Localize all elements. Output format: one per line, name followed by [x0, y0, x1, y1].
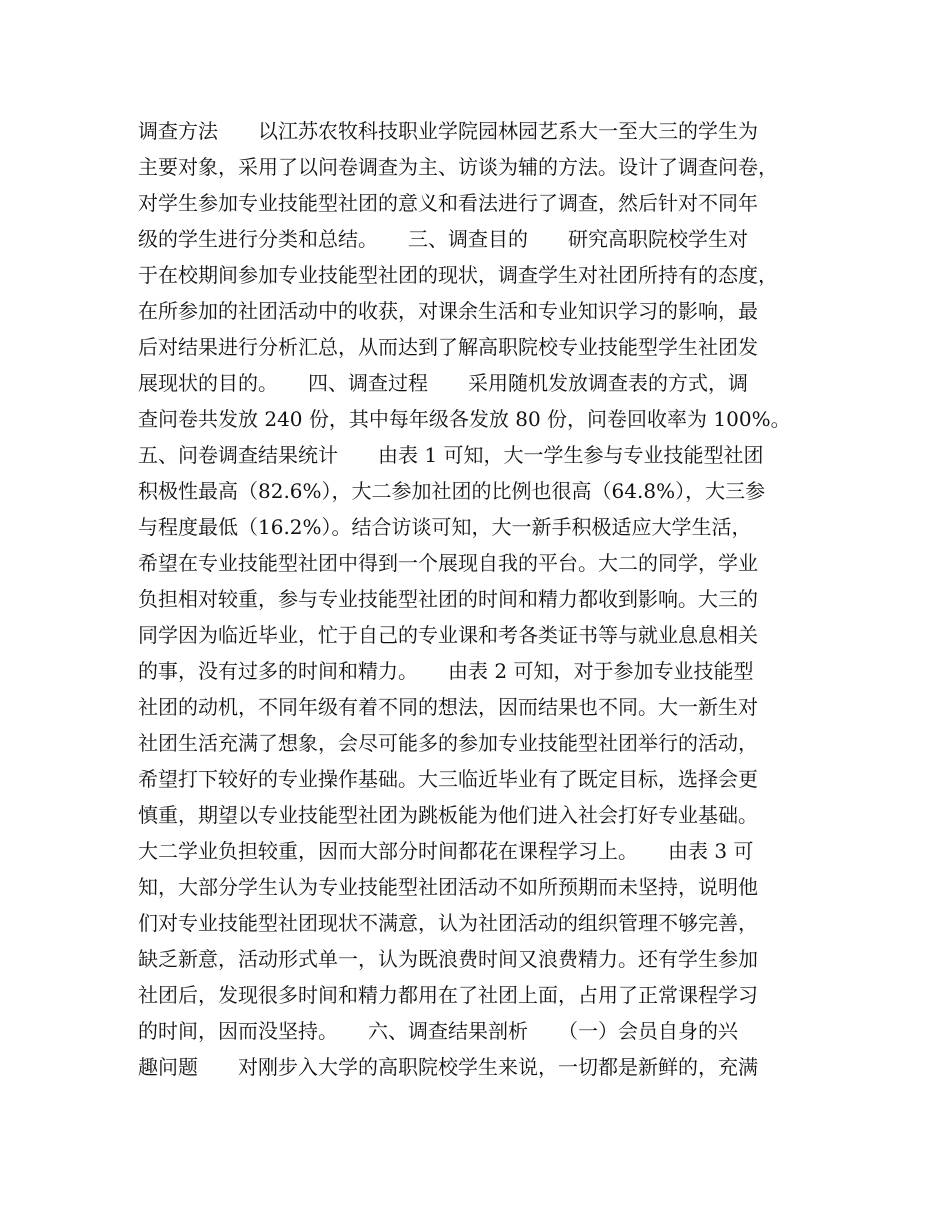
text-line: 在所参加的社团活动中的收获，对课余生活和专业知识学习的影响，最 — [138, 299, 758, 323]
text-line: 慎重，期望以专业技能型社团为跳板能为他们进入社会打好专业基础。 — [138, 803, 758, 827]
text-line: 知，大部分学生认为专业技能型社团活动不如所预期而未坚持，说明他 — [138, 875, 758, 899]
text-line: 们对专业技能型社团现状不满意，认为社团活动的组织管理不够完善， — [138, 911, 758, 935]
text-line: 大二学业负担较重，因而大部分时间都花在课程学习上。 由表 3 可 — [138, 839, 754, 863]
text-line: 趣问题 对刚步入大学的高职院校学生来说，一切都是新鲜的，充满 — [138, 1055, 758, 1079]
text-line: 社团的动机，不同年级有着不同的想法，因而结果也不同。大一新生对 — [138, 695, 758, 719]
body-text — [138, 113, 828, 1085]
text-line: 展现状的目的。 四、调查过程 采用随机发放调查表的方式，调 — [138, 371, 748, 395]
text-line: 负担相对较重，参与专业技能型社团的时间和精力都收到影响。大三的 — [138, 587, 758, 611]
text-line: 调查方法 以江苏农牧科技职业学院园林园艺系大一至大三的学生为 — [138, 119, 758, 143]
text-line: 五、问卷调查结果统计 由表 1 可知，大一学生参与专业技能型社团 — [138, 443, 764, 467]
text-line: 积极性最高（82.6%），大二参加社团的比例也很高（64.8%），大三参 — [138, 479, 766, 503]
text-line: 的事，没有过多的时间和精力。 由表 2 可知，对于参加专业技能型 — [138, 659, 754, 683]
text-line: 社团后，发现很多时间和精力都用在了社团上面，占用了正常课程学习 — [138, 983, 758, 1007]
text-line: 同学因为临近毕业，忙于自己的专业课和考各类证书等与就业息息相关 — [138, 623, 758, 647]
text-line: 希望打下较好的专业操作基础。大三临近毕业有了既定目标，选择会更 — [138, 767, 758, 791]
text-line: 后对结果进行分析汇总，从而达到了解高职院校专业技能型学生社团发 — [138, 335, 758, 359]
text-line: 与程度最低（16.2%）。结合访谈可知，大一新手积极适应大学生活， — [138, 515, 752, 539]
text-line: 希望在专业技能型社团中得到一个展现自我的平台。大二的同学，学业 — [138, 551, 758, 575]
text-line: 缺乏新意，活动形式单一，认为既浪费时间又浪费精力。还有学生参加 — [138, 947, 758, 971]
text-line: 查问卷共发放 240 份，其中每年级各发放 80 份，问卷回收率为 100%。 — [138, 407, 791, 431]
text-line: 对学生参加专业技能型社团的意义和看法进行了调查，然后针对不同年 — [138, 191, 758, 215]
text-line: 于在校期间参加专业技能型社团的现状，调查学生对社团所持有的态度， — [138, 263, 778, 287]
text-line: 主要对象，采用了以问卷调查为主、访谈为辅的方法。设计了调查问卷， — [138, 155, 778, 179]
text-line: 的时间，因而没坚持。 六、调查结果剖析 （一）会员自身的兴 — [138, 1019, 738, 1043]
text-line: 社团生活充满了想象，会尽可能多的参加专业技能型社团举行的活动， — [138, 731, 758, 755]
text-line: 级的学生进行分类和总结。 三、调查目的 研究高职院校学生对 — [138, 227, 748, 251]
